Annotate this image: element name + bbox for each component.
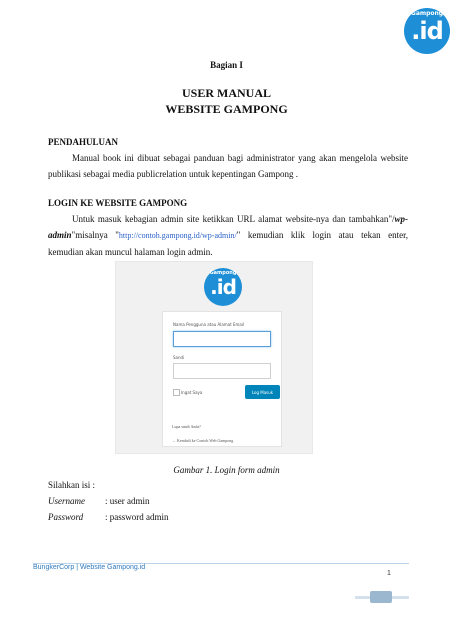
credential-row [48, 512, 169, 522]
login-text-after: " kemudian klik login atau tekan enter, kemudian akan muncul halaman login admin. [48, 230, 408, 257]
section-label: Bagian I [210, 60, 243, 70]
password-input[interactable] [173, 363, 271, 379]
document-title-line2: WEBSITE GAMPONG [165, 102, 288, 116]
remember-label: Ingat Saya [181, 390, 203, 395]
screenshot-logo [204, 268, 242, 306]
gampong-logo [404, 8, 450, 54]
document-title-line1: USER MANUAL [181, 86, 271, 100]
remember-checkbox[interactable] [173, 389, 180, 396]
username-label: Nama Pengguna atau Alamat Email [173, 322, 245, 327]
password-label: Sandi [173, 355, 185, 360]
intro-text: Manual book ini dibuat sebagai panduan bagi administrator yang akan mengelola website publikasi sebagai media publicrelation untuk kepentingan Gampong . [48, 153, 408, 179]
credential-label-username: Username [48, 496, 85, 506]
login-text-before: Untuk masuk kebagian admin site ketikkan URL alamat website-nya dan tambahkan"/ [72, 214, 395, 224]
example-url-link[interactable]: http://contoh.gampong.id/wp-admin/ [118, 231, 237, 240]
wp-admin-emphasis: wp-admin [48, 214, 408, 240]
credentials-intro: Silahkan isi : [48, 480, 95, 490]
credential-row [48, 496, 150, 506]
back-to-site-link[interactable]: ← Kembali ke Contoh Web Gampong [172, 438, 234, 443]
screenshot-logo-ring: Gampong [209, 270, 237, 276]
page-number: 1 [387, 570, 391, 577]
figure-caption: Gambar 1. Login form admin [173, 465, 280, 475]
login-heading: LOGIN KE WEBSITE GAMPONG [48, 198, 188, 208]
logo-ring-text: Gampong [410, 10, 444, 17]
credential-label-password: Password [48, 512, 84, 522]
login-paragraph [48, 211, 408, 260]
logo-text: .id [411, 17, 443, 45]
screenshot-logo-text: .id [210, 275, 236, 299]
credential-value-username: : user admin [105, 496, 150, 506]
lost-password-link[interactable]: Lupa sandi Anda? [172, 424, 201, 429]
credential-value-password: : password admin [105, 512, 169, 522]
login-button[interactable]: Log Masuk [245, 385, 280, 399]
login-text-mid: "misalnya " [71, 230, 119, 240]
intro-heading: PENDAHULUAN [48, 137, 119, 147]
intro-paragraph [48, 150, 408, 182]
page-scroll-handle[interactable] [370, 591, 392, 603]
footer-text: BungkerCorp | Website Gampong.id [33, 564, 146, 571]
username-input[interactable] [173, 331, 271, 347]
